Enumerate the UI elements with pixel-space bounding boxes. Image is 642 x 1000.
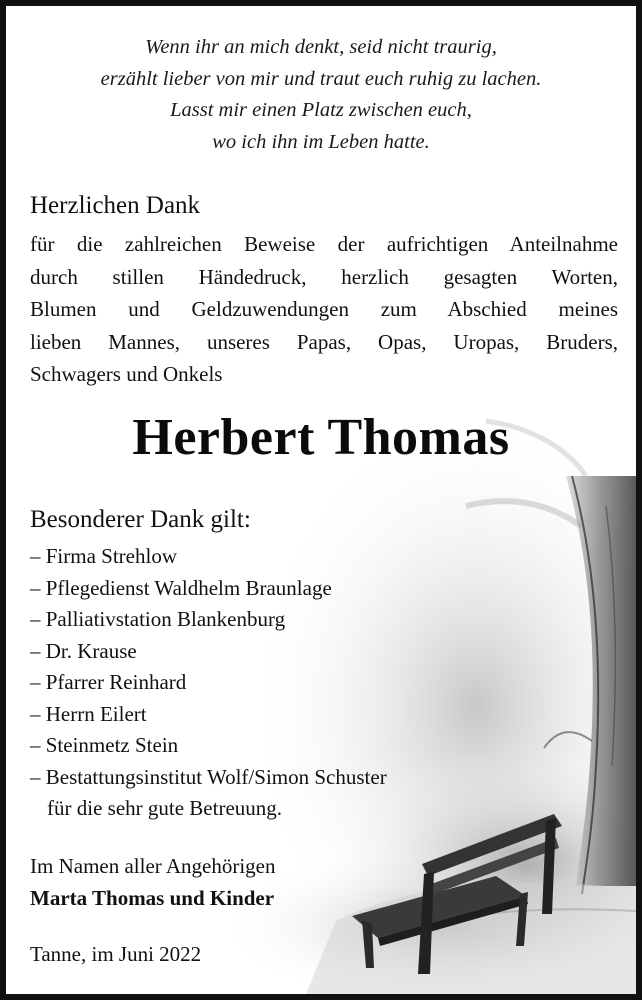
deceased-name: Herbert Thomas: [132, 409, 510, 466]
thanks-line: Blumen und Geldzuwendungen zum Abschied meines: [30, 297, 618, 321]
special-thanks-heading: Besonderer Dank gilt:: [30, 506, 251, 533]
thanks-paragraph: [30, 228, 618, 391]
signature: [30, 850, 276, 914]
list-item: – Pflegedienst Waldhelm Braunlage: [30, 575, 332, 600]
poem-line: Wenn ihr an mich denkt, seid nicht traurig,: [145, 36, 497, 58]
poem: [6, 32, 636, 158]
poem-line: wo ich ihn im Leben hatte.: [212, 130, 430, 153]
list-item: – Bestattungsinstitut Wolf/Simon Schuster: [30, 764, 387, 789]
place-date: Tanne, im Juni 2022: [30, 942, 202, 966]
thanks-line: lieben Mannes, unseres Papas, Opas, Uropas, Bruders,: [30, 329, 618, 354]
thanks-line: Schwagers und Onkels: [30, 362, 223, 386]
list-item: – Herrn Eilert: [30, 701, 147, 726]
thanks-heading: Herzlichen Dank: [30, 192, 201, 219]
poem-line: erzählt lieber von mir und traut euch ruhig zu lachen.: [100, 67, 542, 90]
special-thanks-list: [30, 541, 387, 825]
list-item: – Pfarrer Reinhard: [30, 670, 187, 694]
signature-names: Marta Thomas und Kinder: [30, 886, 275, 910]
list-item: – Dr. Krause: [30, 638, 137, 663]
list-item: – Firma Strehlow: [30, 544, 177, 568]
signature-intro: Im Namen aller Angehörigen: [30, 854, 276, 878]
thanks-line: für die zahlreichen Beweise der aufrichtigen Anteilnahme: [30, 232, 618, 256]
list-closing: für die sehr gute Betreuung.: [47, 796, 283, 820]
list-item: – Steinmetz Stein: [30, 733, 179, 757]
thanks-line: durch stillen Händedruck, herzlich gesagten Worten,: [30, 264, 618, 289]
list-item: – Palliativstation Blankenburg: [30, 607, 286, 631]
poem-line: Lasst mir einen Platz zwischen euch,: [170, 99, 472, 121]
